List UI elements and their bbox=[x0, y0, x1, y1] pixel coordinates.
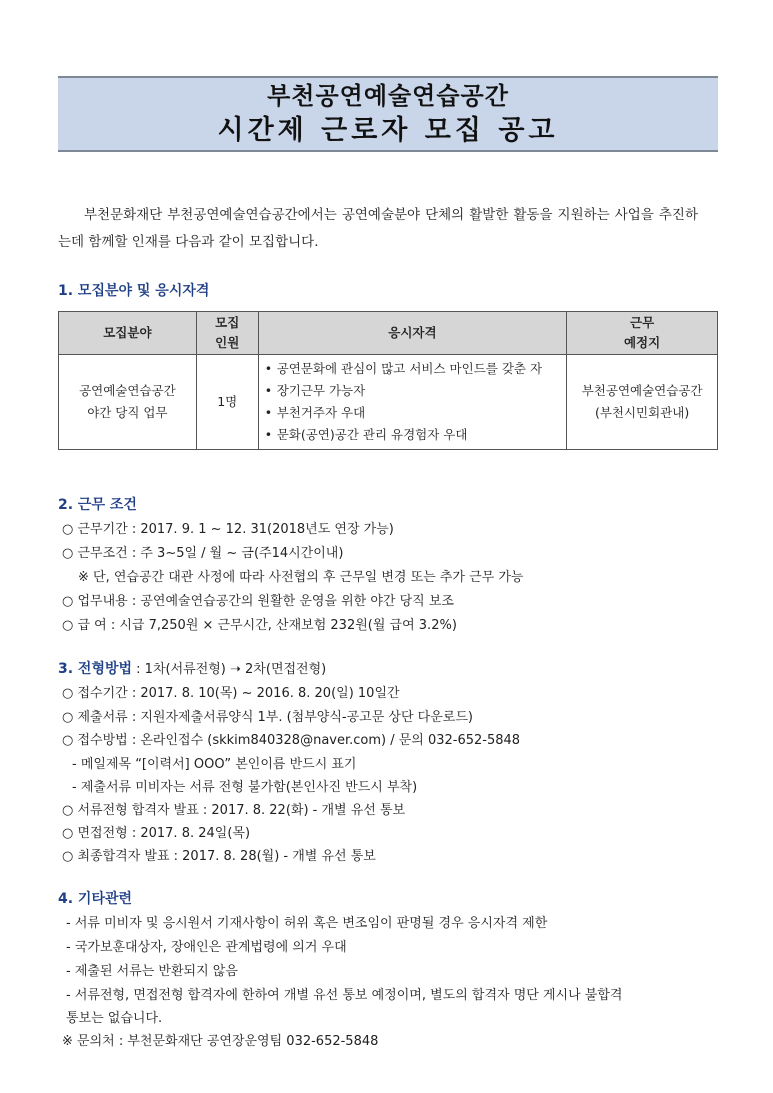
list-item: ○ 업무내용 : 공연예술연습공간의 원활한 운영을 위한 야간 당직 보조 bbox=[62, 594, 454, 609]
section4-heading: 4. 기타관련 bbox=[58, 891, 133, 907]
contact-line: ※ 문의처 : 부천문화재단 공연장운영팀 032-652-5848 bbox=[62, 1034, 379, 1049]
list-item: ※ 단, 연습공간 대관 사정에 따라 사전협의 후 근무일 변경 또는 추가 근무 가능 bbox=[78, 570, 524, 585]
list-item: • 장기근무 가능자 bbox=[264, 383, 366, 398]
list-item: ○ 면접전형 : 2017. 8. 24일(목) bbox=[62, 826, 251, 841]
list-item: • 부천거주자 우대 bbox=[264, 405, 366, 420]
header-qualification: 응시자격 bbox=[258, 312, 567, 355]
list-item: 통보는 없습니다. bbox=[66, 1011, 163, 1026]
section3-heading: 3. 전형방법 : 1차(서류전형) ➝ 2차(면접전형) bbox=[58, 661, 327, 677]
recruit-table bbox=[58, 311, 718, 450]
cell-field: 공연예술연습공간 야간 당직 업무 bbox=[59, 355, 197, 450]
intro-paragraph: 부천문화재단 부천공연예술연습공간에서는 공연예술분야 단체의 활발한 활동을 지원하는 사업을 추진하는데 함께할 인재를 다음과 같이 모집합니다. bbox=[58, 207, 698, 250]
cell-count: 1명 bbox=[196, 355, 258, 450]
list-item: • 문화(공연)공간 관리 유경험자 우대 bbox=[264, 427, 468, 442]
list-item: ○ 제출서류 : 지원자제출서류양식 1부. (첨부양식-공고문 상단 다운로드) bbox=[62, 710, 473, 725]
header-count: 모집 인원 bbox=[196, 312, 258, 355]
header-field: 모집분야 bbox=[59, 312, 197, 355]
list-item: - 국가보훈대상자, 장애인은 관계법령에 의거 우대 bbox=[66, 940, 347, 955]
list-item: - 제출서류 미비자는 서류 전형 불가함(본인사진 반드시 부착) bbox=[72, 780, 418, 795]
title-banner bbox=[58, 76, 718, 152]
notice-title: 시간제 근로자 모집 공고 bbox=[217, 114, 559, 146]
list-item: ○ 접수방법 : 온라인접수 (skkim840328@naver.com) / 문의 032-652-5848 bbox=[62, 733, 521, 748]
list-item: ○ 급 여 : 시급 7,250원 × 근무시간, 산재보험 232원(월 급여 3.2%) bbox=[62, 618, 457, 633]
cell-location: 부천공연예술연습공간 (부천시민회관내) bbox=[567, 355, 718, 450]
list-item: - 메일제목 “[이력서] OOO” 본인이름 반드시 표기 bbox=[72, 757, 357, 772]
list-item: • 공연문화에 관심이 많고 서비스 마인드를 갖춘 자 bbox=[264, 361, 543, 376]
list-item: ○ 근무기간 : 2017. 9. 1 ~ 12. 31(2018년도 연장 가능) bbox=[62, 522, 394, 537]
list-item: ○ 최종합격자 발표 : 2017. 8. 28(월) - 개별 유선 통보 bbox=[62, 849, 376, 864]
cell-qualifications bbox=[258, 355, 567, 450]
list-item: - 제출된 서류는 반환되지 않음 bbox=[66, 964, 238, 979]
section1-heading: 1. 모집분야 및 응시자격 bbox=[58, 283, 210, 299]
section2-heading: 2. 근무 조건 bbox=[58, 497, 137, 513]
list-item: ○ 서류전형 합격자 발표 : 2017. 8. 22(화) - 개별 유선 통보 bbox=[62, 803, 406, 818]
list-item: ○ 근무조건 : 주 3~5일 / 월 ~ 금(주14시간이내) bbox=[62, 546, 344, 561]
list-item: - 서류전형, 면접전형 합격자에 한하여 개별 유선 통보 예정이며, 별도의 합격자 명단 게시나 불합격 bbox=[66, 988, 623, 1003]
list-item: - 서류 미비자 및 응시원서 기재사항이 허위 혹은 변조임이 판명될 경우 응시자격 제한 bbox=[66, 916, 548, 931]
list-item: ○ 접수기간 : 2017. 8. 10(목) ~ 2016. 8. 20(일) 10일간 bbox=[62, 686, 400, 701]
venue-title: 부천공연예술연습공간 bbox=[267, 82, 509, 110]
header-location: 근무 예정지 bbox=[567, 312, 718, 355]
